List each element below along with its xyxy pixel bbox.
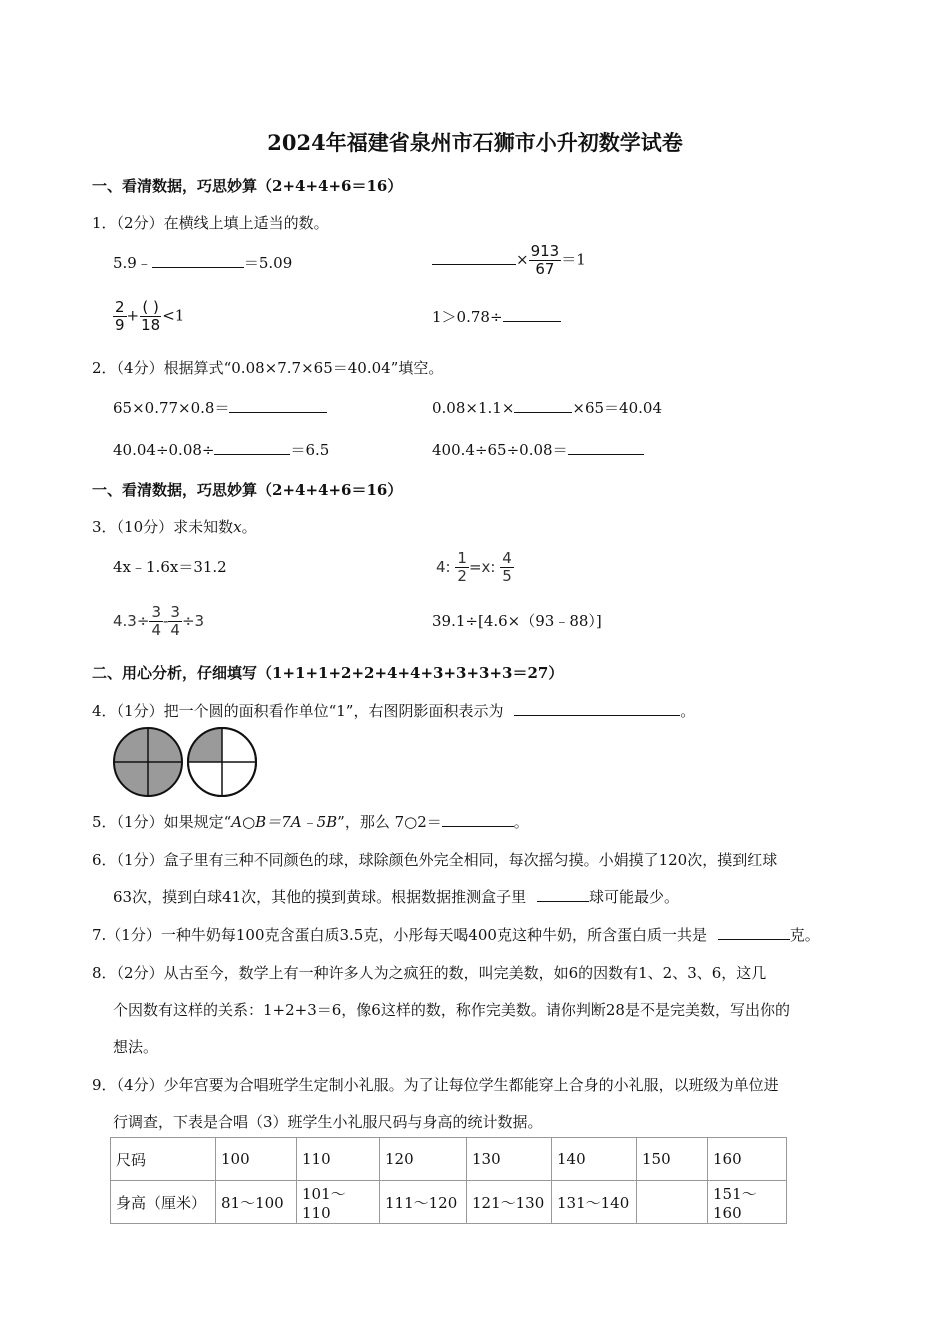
- table-cell: 100: [216, 1138, 297, 1181]
- q1-expr-d: [432, 306, 561, 327]
- q4-circles-figure: [112, 726, 262, 802]
- q1-c-den2: 18: [141, 316, 161, 334]
- q3-c-num2: 3: [170, 603, 180, 621]
- q3-eq-a: 4x﹣1.6x＝31.2: [113, 558, 227, 576]
- q3-c-fraction-2: [168, 604, 182, 639]
- q1-b-numerator: 913: [530, 242, 560, 260]
- q2-d-text: 400.4÷65÷0.08＝: [432, 441, 568, 459]
- table-cell: 130: [467, 1138, 552, 1181]
- section-heading-1: 一、看清数据，巧思妙算（2+4+4+6＝16）: [92, 177, 403, 195]
- size-height-table: [110, 1137, 787, 1224]
- page-title: 2024年福建省泉州市石狮市小升初数学试卷: [267, 130, 683, 155]
- q3-eq-d: 39.1÷[4.6×（93﹣88）]: [432, 612, 602, 630]
- q1-a-right: ＝5.09: [243, 254, 293, 272]
- table-cell: 尺码: [111, 1138, 216, 1181]
- table-row-height: [111, 1181, 787, 1224]
- q3-c-den1: 4: [151, 621, 161, 639]
- q3-b-num1: 1: [457, 549, 467, 567]
- table-cell: 151～160: [708, 1181, 787, 1224]
- q1-c-den1: 9: [115, 316, 125, 334]
- table-cell: 110: [297, 1138, 380, 1181]
- q2-b-blank[interactable]: [514, 397, 572, 413]
- q1-c-right: <1: [162, 306, 185, 325]
- q2-d-blank[interactable]: [568, 439, 644, 455]
- q4-end: 。: [680, 702, 696, 720]
- table-cell: 150: [637, 1138, 708, 1181]
- table-cell: 111～120: [380, 1181, 467, 1224]
- q3-stem-pre: 3．（10分）求未知数: [92, 518, 234, 536]
- q3-eq-c: [113, 604, 204, 639]
- q2-a-text: 65×0.77×0.8＝: [113, 399, 230, 417]
- q3-stem: [92, 516, 257, 537]
- section-heading-1b: 一、看清数据，巧思妙算（2+4+4+6＝16）: [92, 481, 403, 499]
- q1-d-blank[interactable]: [503, 306, 561, 322]
- q3-c-minus: -: [162, 612, 169, 630]
- q2-c-blank[interactable]: [214, 439, 290, 455]
- q6-line2-post: 球可能最少。: [588, 888, 679, 906]
- q1-b-blank[interactable]: [432, 249, 516, 265]
- q5-stem-mid: ”，那么 7○2＝: [337, 813, 442, 831]
- q1-d-left: 1＞0.78÷: [432, 308, 503, 326]
- q5-end: 。: [513, 813, 529, 831]
- table-cell: 81～100: [216, 1181, 297, 1224]
- q8-line-3: 想法。: [113, 1038, 159, 1056]
- q3-b-pre: 4:: [436, 558, 451, 576]
- table-cell: 101～110: [297, 1181, 380, 1224]
- q5-stem: [92, 811, 529, 832]
- q4-stem-text: 4．（1分）把一个圆的面积看作单位“1”，右图阴影面积表示为: [92, 702, 504, 720]
- q1-c-num1: 2: [115, 298, 125, 316]
- q1-b-fraction: [529, 243, 562, 278]
- q3-c-fraction-1: [149, 604, 163, 639]
- table-cell: [637, 1181, 708, 1224]
- q4-blank[interactable]: [514, 700, 680, 716]
- q7-blank[interactable]: [718, 924, 790, 940]
- q3-b-fraction-2: [500, 550, 514, 585]
- q6-line2-pre: 63次，摸到白球41次，其他的摸到黄球。根据数据推测盒子里: [113, 888, 527, 906]
- q6-blank[interactable]: [537, 886, 589, 902]
- q1-a-blank[interactable]: [152, 252, 244, 268]
- q2-expr-b: [432, 397, 662, 418]
- q3-c-pre: 4.3÷: [113, 612, 150, 630]
- q2-expr-a: [113, 397, 327, 418]
- q7-end: 克。: [789, 926, 820, 944]
- q6-line-2: [113, 886, 679, 907]
- q1-c-fraction-1: [113, 299, 127, 334]
- q1-b-right: ＝1: [561, 250, 586, 269]
- q1-a-left: 5.9﹣: [113, 254, 152, 272]
- table-cell: 160: [708, 1138, 787, 1181]
- q5-blank[interactable]: [442, 811, 514, 827]
- q2-stem: 2．（4分）根据算式“0.08×7.7×65＝40.04”填空。: [92, 359, 444, 377]
- q2-c-left: 40.04÷0.08÷: [113, 441, 215, 459]
- q2-c-right: ＝6.5: [290, 441, 330, 459]
- q6-line-1: 6．（1分）盒子里有三种不同颜色的球，球除颜色外完全相同，每次摇匀摸。小娟摸了120次，摸到红球: [92, 851, 778, 869]
- q3-b-num2: 4: [502, 549, 512, 567]
- q3-eq-b: [436, 550, 514, 585]
- q2-a-blank[interactable]: [229, 397, 327, 413]
- q1-expr-b: [432, 243, 586, 278]
- q9-line-2: 行调查，下表是合唱（3）班学生小礼服尺码与身高的统计数据。: [113, 1113, 543, 1131]
- q1-expr-c: [113, 299, 184, 334]
- q5-rule: A○B＝7A﹣5B: [231, 813, 338, 831]
- circle-quarter-shaded: [188, 728, 256, 796]
- q3-b-fraction-1: [455, 550, 469, 585]
- q3-stem-post: 。: [241, 518, 257, 536]
- q2-b-left: 0.08×1.1×: [432, 399, 515, 417]
- q3-c-num1: 3: [151, 603, 161, 621]
- table-cell: 140: [552, 1138, 637, 1181]
- q1-c-num2[interactable]: ( ): [142, 298, 159, 316]
- q1-b-times: ×: [516, 250, 529, 269]
- section-heading-2: 二、用心分析，仔细填写（1+1+1+2+2+4+4+3+3+3+3＝27）: [92, 664, 564, 682]
- table-cell: 121～130: [467, 1181, 552, 1224]
- q3-b-den2: 5: [502, 567, 512, 585]
- table-cell: 120: [380, 1138, 467, 1181]
- q3-c-post: ÷3: [181, 612, 205, 630]
- q1-expr-a: [113, 252, 292, 273]
- q1-c-plus: +: [126, 306, 140, 325]
- q1-c-fraction-2: [139, 299, 162, 334]
- q7-stem: [92, 924, 820, 945]
- q8-line-2: 个因数有这样的关系：1+2+3＝6，像6这样的数，称作完美数。请你判断28是不是完美数，写出你的: [113, 1001, 790, 1019]
- q1-stem: 1．（2分）在横线上填上适当的数。: [92, 214, 329, 232]
- circle-fully-shaded: [114, 728, 182, 796]
- q9-line-1: 9．（4分）少年宫要为合唱班学生定制小礼服。为了让每位学生都能穿上合身的小礼服，以班级为单位进: [92, 1076, 779, 1094]
- table-row-size: [111, 1138, 787, 1181]
- q2-b-right: ×65＝40.04: [572, 399, 662, 417]
- q3-b-mid: =x:: [468, 558, 496, 576]
- q4-stem: [92, 700, 695, 721]
- q3-c-den2: 4: [170, 621, 180, 639]
- q2-expr-c: [113, 439, 329, 460]
- q2-expr-d: [432, 439, 644, 460]
- table-cell: 身高（厘米）: [111, 1181, 216, 1224]
- q3-stem-var: x: [233, 518, 242, 536]
- q8-line-1: 8．（2分）从古至今，数学上有一种许多人为之疯狂的数，叫完美数，如6的因数有1、2、3、6，这几: [92, 964, 767, 982]
- q3-b-den1: 2: [457, 567, 467, 585]
- table-cell[interactable]: 131～140: [552, 1181, 637, 1224]
- q5-stem-pre: 5．（1分）如果规定“: [92, 813, 232, 831]
- q1-b-denominator: 67: [535, 260, 555, 278]
- q7-stem-text: 7.（1分）一种牛奶每100克含蛋白质3.5克，小彤每天喝400克这种牛奶，所含蛋白质一共是: [92, 926, 707, 944]
